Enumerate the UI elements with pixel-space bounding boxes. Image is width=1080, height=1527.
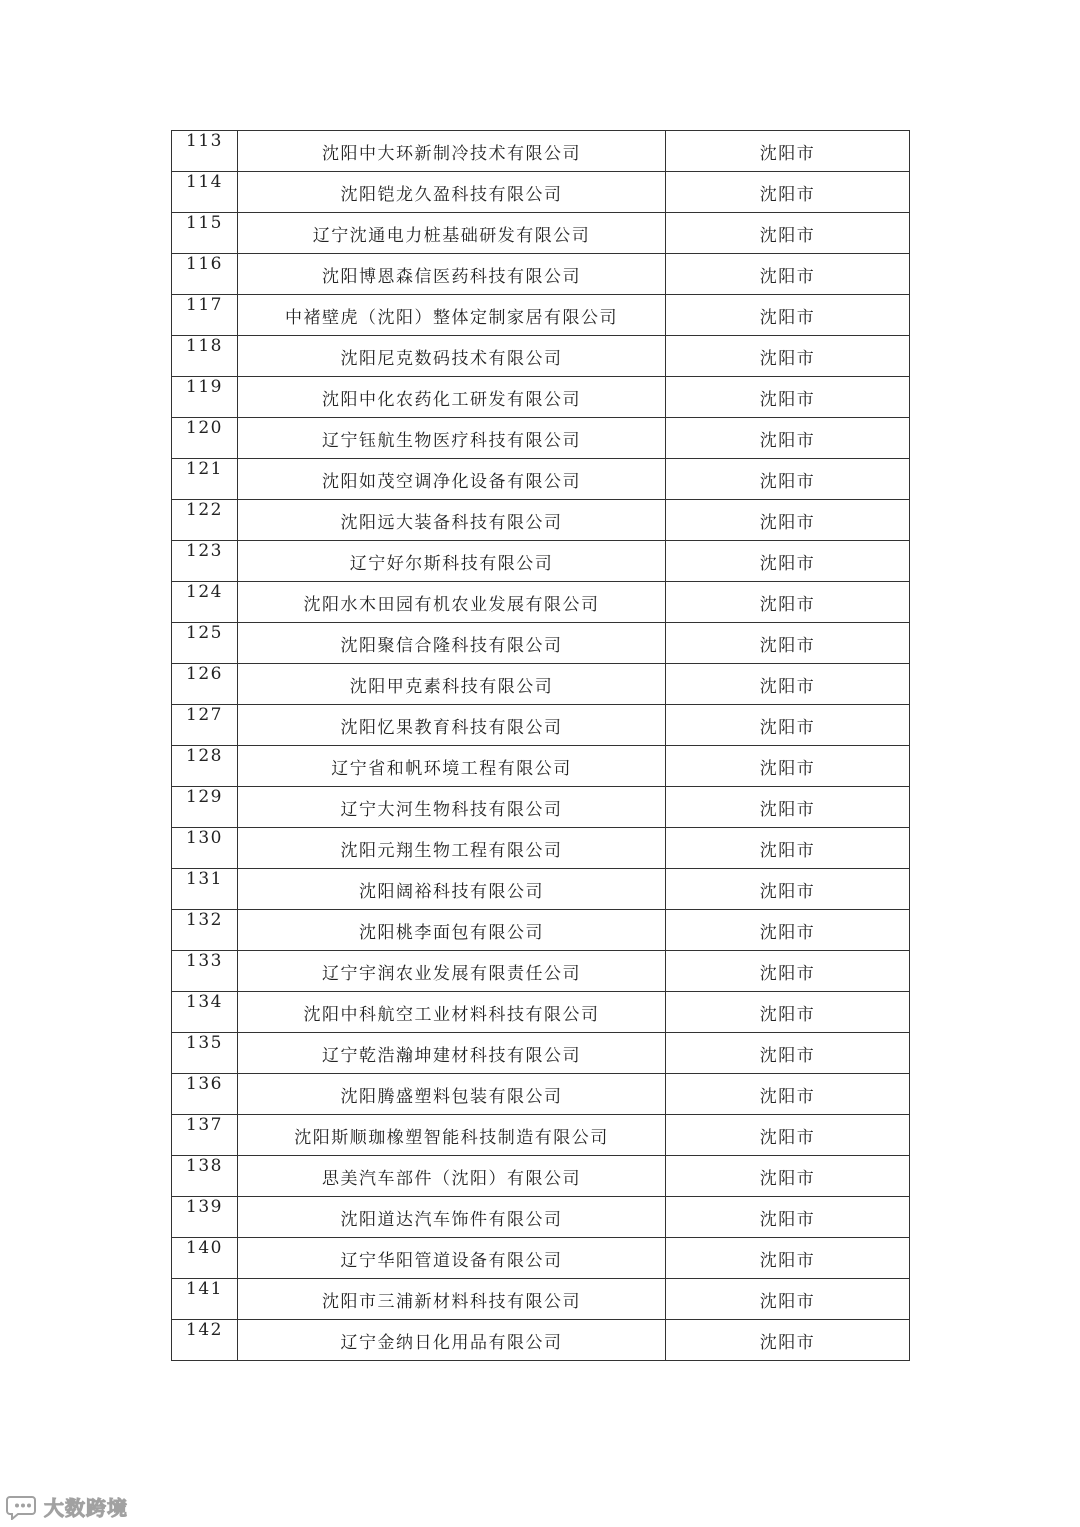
company-name: 辽宁好尔斯科技有限公司 — [238, 541, 666, 582]
company-name: 沈阳聚信合隆科技有限公司 — [238, 623, 666, 664]
company-name: 沈阳博恩森信医药科技有限公司 — [238, 254, 666, 295]
company-list-body — [172, 131, 910, 1361]
city-name: 沈阳市 — [666, 869, 910, 910]
city-name: 沈阳市 — [666, 951, 910, 992]
city-name: 沈阳市 — [666, 459, 910, 500]
company-name: 沈阳水木田园有机农业发展有限公司 — [238, 582, 666, 623]
company-name: 沈阳道达汽车饰件有限公司 — [238, 1197, 666, 1238]
table-row — [172, 213, 910, 254]
city-name: 沈阳市 — [666, 828, 910, 869]
city-name: 沈阳市 — [666, 1320, 910, 1361]
row-number: 136 — [172, 1074, 238, 1115]
city-name: 沈阳市 — [666, 787, 910, 828]
row-number: 118 — [172, 336, 238, 377]
company-name: 沈阳中化农药化工研发有限公司 — [238, 377, 666, 418]
row-number: 130 — [172, 828, 238, 869]
chat-bubble-icon — [6, 1494, 40, 1520]
table-row — [172, 336, 910, 377]
company-name: 辽宁金纳日化用品有限公司 — [238, 1320, 666, 1361]
table-row — [172, 254, 910, 295]
table-row — [172, 1197, 910, 1238]
row-number: 115 — [172, 213, 238, 254]
company-name: 沈阳忆果教育科技有限公司 — [238, 705, 666, 746]
row-number: 117 — [172, 295, 238, 336]
table-row — [172, 377, 910, 418]
city-name: 沈阳市 — [666, 746, 910, 787]
row-number: 124 — [172, 582, 238, 623]
row-number: 138 — [172, 1156, 238, 1197]
row-number: 139 — [172, 1197, 238, 1238]
city-name: 沈阳市 — [666, 623, 910, 664]
table-row — [172, 1074, 910, 1115]
city-name: 沈阳市 — [666, 992, 910, 1033]
city-name: 沈阳市 — [666, 541, 910, 582]
city-name: 沈阳市 — [666, 418, 910, 459]
table-row — [172, 500, 910, 541]
city-name: 沈阳市 — [666, 910, 910, 951]
company-list-table — [171, 130, 910, 1361]
company-name: 沈阳阔裕科技有限公司 — [238, 869, 666, 910]
company-name: 沈阳尼克数码技术有限公司 — [238, 336, 666, 377]
row-number: 133 — [172, 951, 238, 992]
table-row — [172, 459, 910, 500]
company-name: 辽宁宇润农业发展有限责任公司 — [238, 951, 666, 992]
row-number: 122 — [172, 500, 238, 541]
table-row — [172, 746, 910, 787]
row-number: 135 — [172, 1033, 238, 1074]
city-name: 沈阳市 — [666, 131, 910, 172]
company-name: 沈阳腾盛塑料包装有限公司 — [238, 1074, 666, 1115]
table-row — [172, 541, 910, 582]
company-name: 沈阳市三浦新材料科技有限公司 — [238, 1279, 666, 1320]
city-name: 沈阳市 — [666, 295, 910, 336]
city-name: 沈阳市 — [666, 1197, 910, 1238]
company-name: 沈阳甲克素科技有限公司 — [238, 664, 666, 705]
company-name: 沈阳中大环新制冷技术有限公司 — [238, 131, 666, 172]
table-row — [172, 664, 910, 705]
row-number: 134 — [172, 992, 238, 1033]
city-name: 沈阳市 — [666, 254, 910, 295]
table-row — [172, 951, 910, 992]
row-number: 140 — [172, 1238, 238, 1279]
company-name: 辽宁沈通电力桩基础研发有限公司 — [238, 213, 666, 254]
watermark — [6, 1492, 128, 1521]
company-name: 思美汽车部件（沈阳）有限公司 — [238, 1156, 666, 1197]
row-number: 126 — [172, 664, 238, 705]
table-row — [172, 295, 910, 336]
row-number: 114 — [172, 172, 238, 213]
company-name: 中褚壁虎（沈阳）整体定制家居有限公司 — [238, 295, 666, 336]
table-row — [172, 828, 910, 869]
row-number: 141 — [172, 1279, 238, 1320]
row-number: 119 — [172, 377, 238, 418]
table-row — [172, 131, 910, 172]
table-row — [172, 1033, 910, 1074]
city-name: 沈阳市 — [666, 377, 910, 418]
watermark-text: 大数跨境 — [44, 1496, 128, 1520]
city-name: 沈阳市 — [666, 213, 910, 254]
table-row — [172, 1115, 910, 1156]
company-name: 辽宁华阳管道设备有限公司 — [238, 1238, 666, 1279]
company-name: 沈阳远大装备科技有限公司 — [238, 500, 666, 541]
row-number: 137 — [172, 1115, 238, 1156]
row-number: 132 — [172, 910, 238, 951]
city-name: 沈阳市 — [666, 172, 910, 213]
table-row — [172, 1279, 910, 1320]
row-number: 125 — [172, 623, 238, 664]
table-row — [172, 705, 910, 746]
city-name: 沈阳市 — [666, 1238, 910, 1279]
row-number: 113 — [172, 131, 238, 172]
company-name: 辽宁大河生物科技有限公司 — [238, 787, 666, 828]
table-row — [172, 172, 910, 213]
company-name: 沈阳元翔生物工程有限公司 — [238, 828, 666, 869]
table-row — [172, 582, 910, 623]
table-row — [172, 1156, 910, 1197]
table-row — [172, 1320, 910, 1361]
city-name: 沈阳市 — [666, 1074, 910, 1115]
city-name: 沈阳市 — [666, 582, 910, 623]
company-name: 辽宁钰航生物医疗科技有限公司 — [238, 418, 666, 459]
company-name: 沈阳斯顺珈橡塑智能科技制造有限公司 — [238, 1115, 666, 1156]
city-name: 沈阳市 — [666, 1115, 910, 1156]
company-name: 沈阳中科航空工业材料科技有限公司 — [238, 992, 666, 1033]
company-name: 辽宁省和帆环境工程有限公司 — [238, 746, 666, 787]
city-name: 沈阳市 — [666, 1033, 910, 1074]
company-name: 沈阳桃李面包有限公司 — [238, 910, 666, 951]
city-name: 沈阳市 — [666, 1156, 910, 1197]
table-row — [172, 623, 910, 664]
row-number: 123 — [172, 541, 238, 582]
row-number: 121 — [172, 459, 238, 500]
table-row — [172, 1238, 910, 1279]
company-name: 沈阳如茂空调净化设备有限公司 — [238, 459, 666, 500]
city-name: 沈阳市 — [666, 664, 910, 705]
row-number: 116 — [172, 254, 238, 295]
table-row — [172, 869, 910, 910]
row-number: 127 — [172, 705, 238, 746]
row-number: 120 — [172, 418, 238, 459]
row-number: 129 — [172, 787, 238, 828]
table-row — [172, 992, 910, 1033]
city-name: 沈阳市 — [666, 1279, 910, 1320]
table-row — [172, 418, 910, 459]
city-name: 沈阳市 — [666, 705, 910, 746]
company-name: 沈阳铠龙久盈科技有限公司 — [238, 172, 666, 213]
company-name: 辽宁乾浩瀚坤建材科技有限公司 — [238, 1033, 666, 1074]
row-number: 128 — [172, 746, 238, 787]
city-name: 沈阳市 — [666, 500, 910, 541]
city-name: 沈阳市 — [666, 336, 910, 377]
table-row — [172, 787, 910, 828]
table-row — [172, 910, 910, 951]
row-number: 142 — [172, 1320, 238, 1361]
row-number: 131 — [172, 869, 238, 910]
